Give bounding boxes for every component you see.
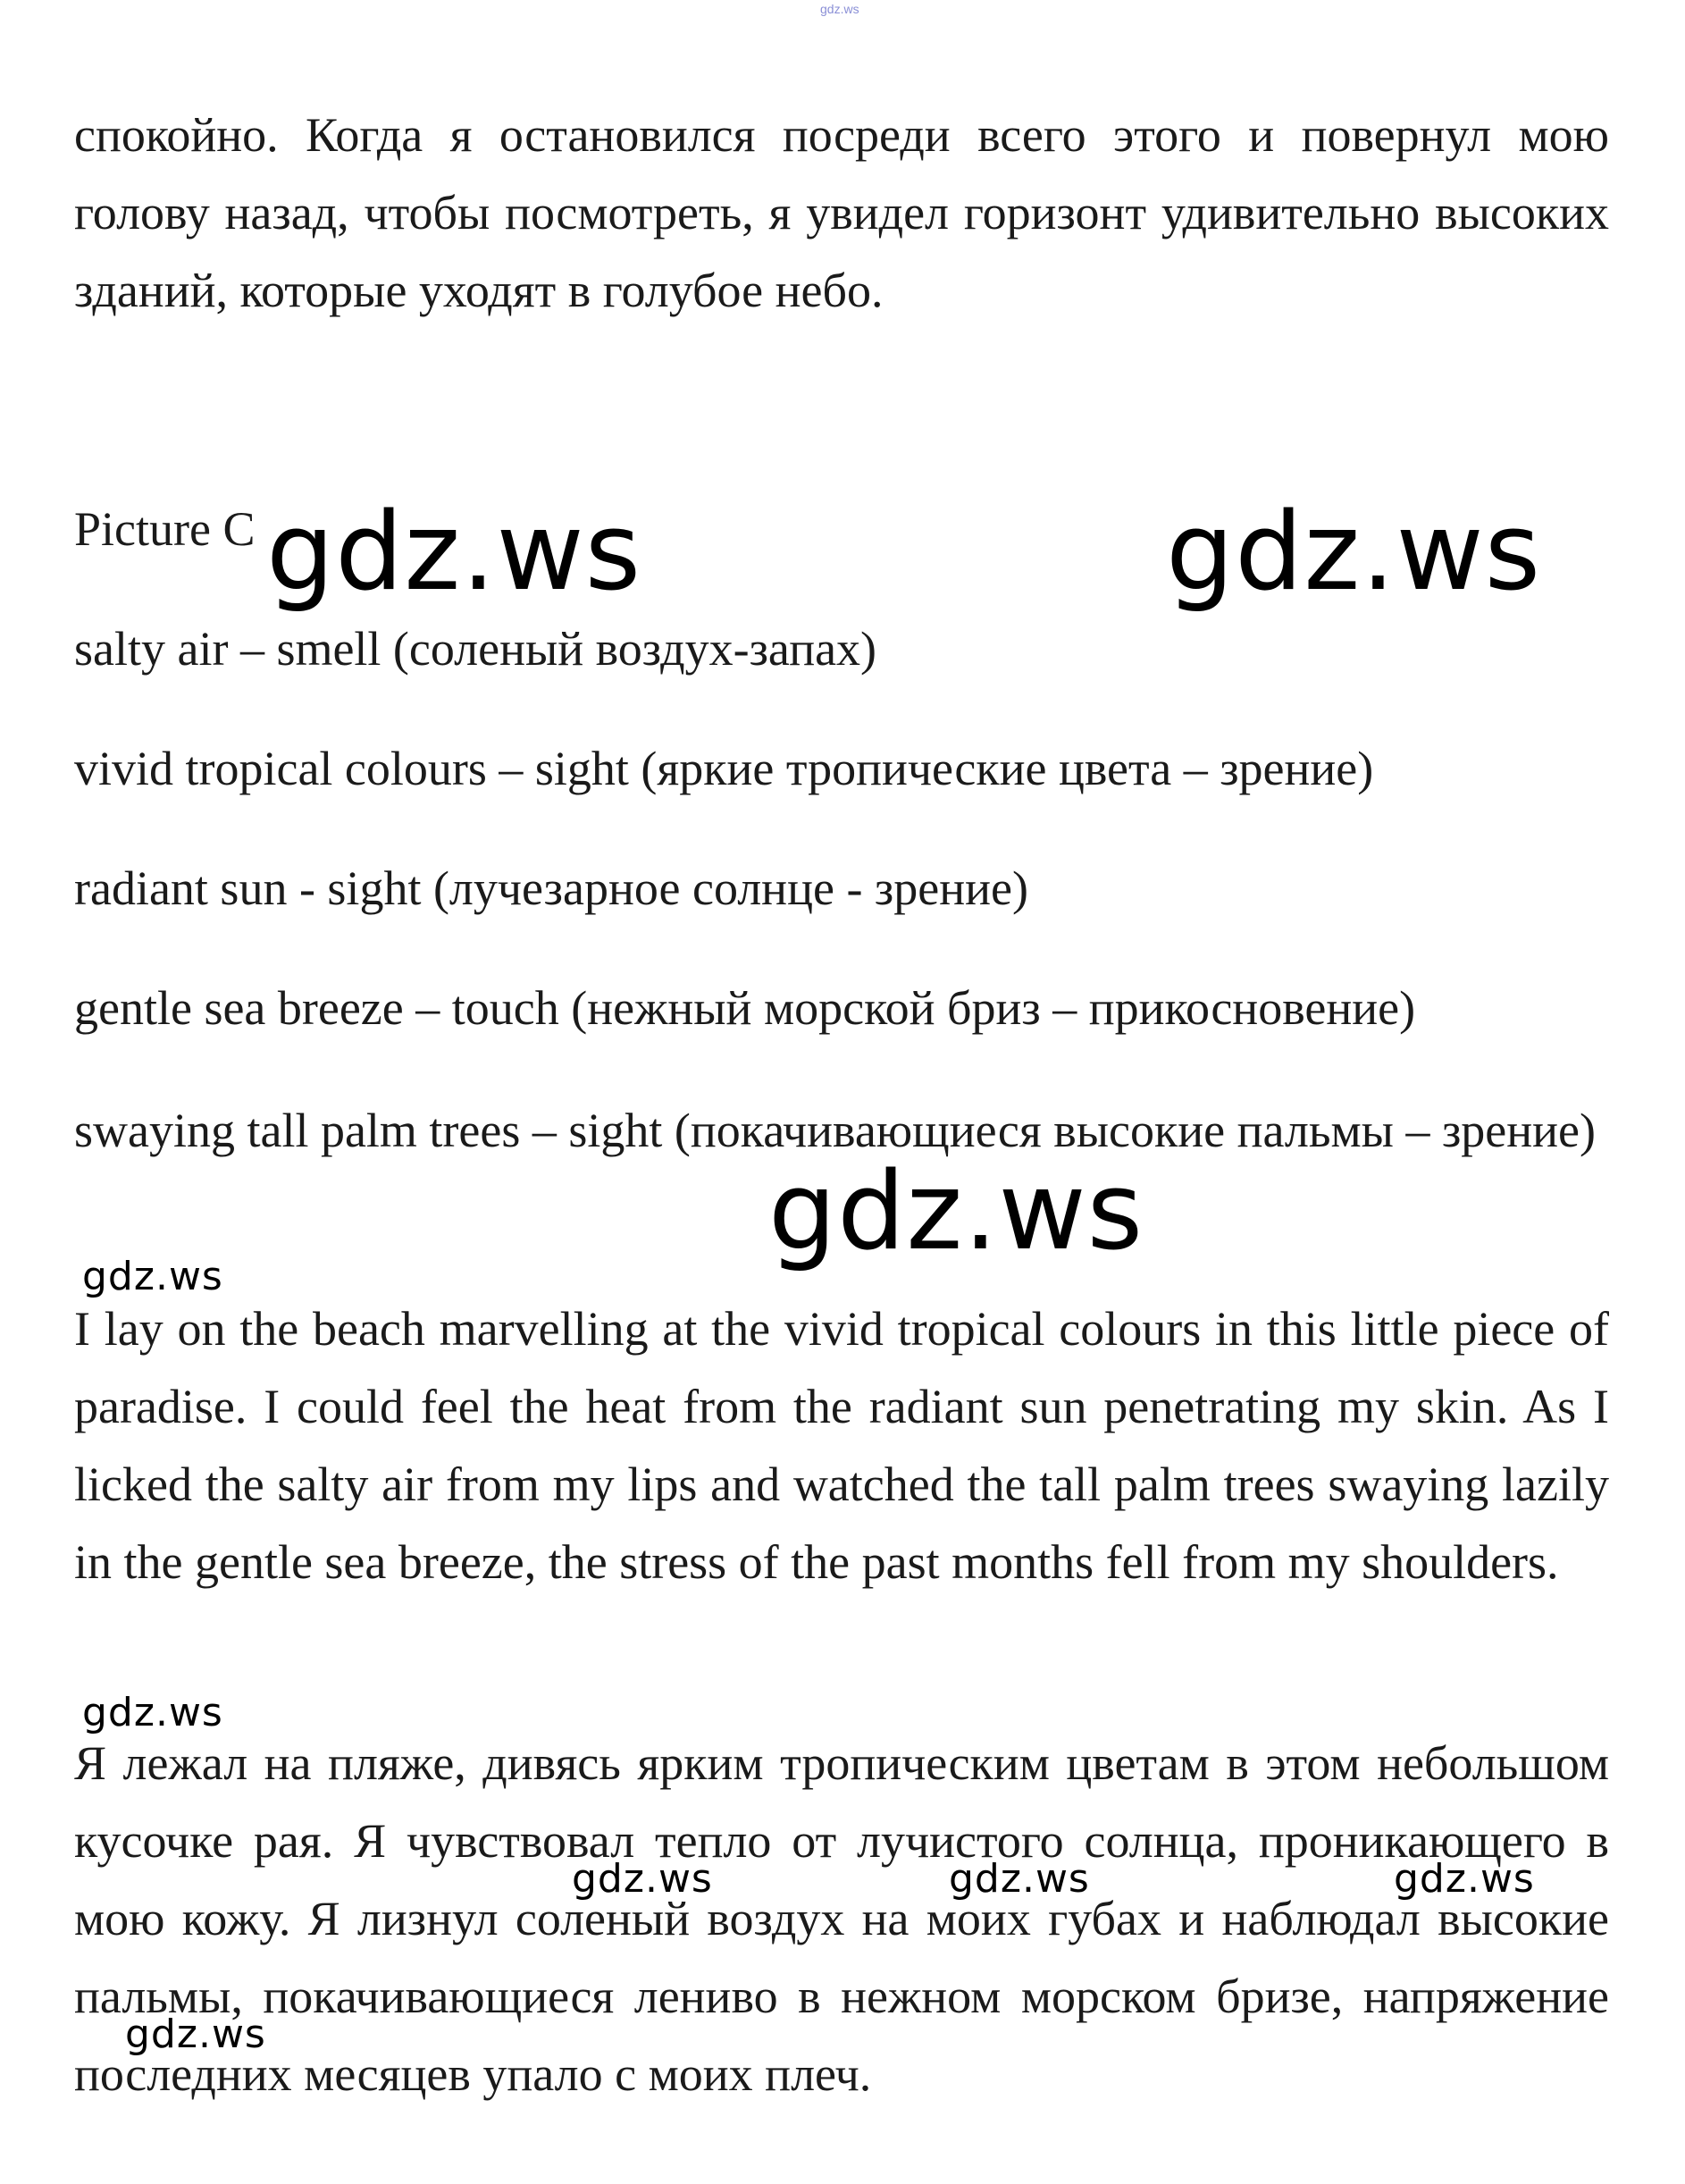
intro-paragraph: спокойно. Когда я остановился посреди всего этого и повернул мою голову назад, чтобы посмотреть, я увидел горизонт удивительно высоких зданий, которые уходят в голубое небо.: [74, 108, 1609, 317]
list-item: vivid tropical colours – sight (яркие тропические цвета – зрение): [74, 742, 1374, 795]
watermark: gdz.ws: [1394, 1856, 1535, 1902]
top-watermark: gdz.ws: [820, 2, 859, 16]
watermark: gdz.ws: [949, 1856, 1090, 1902]
watermark: gdz.ws: [82, 1254, 223, 1299]
list-item: swaying tall palm trees – sight (покачивающиеся высокие пальмы – зрение): [74, 1104, 1597, 1157]
watermark: gdz.ws: [82, 1690, 223, 1735]
list-item: gentle sea breeze – touch (нежный морской бриз – прикосновение): [74, 981, 1416, 1035]
list-item: radiant sun - sight (лучезарное солнце - зрение): [74, 861, 1028, 915]
watermark: gdz.ws: [1166, 491, 1542, 615]
english-paragraph: I lay on the beach marvelling at the vivid tropical colours in this little piece of paradise. I could feel the heat from the radiant sun penetrating my skin. As I licked the salty air from my lips and watched the tall palm trees swaying lazily in the gentle sea breeze, the stress of the past months fell from my shoulders.: [74, 1302, 1609, 1589]
watermark: gdz.ws: [266, 491, 642, 615]
list-item: salty air – smell (соленый воздух-запах): [74, 622, 877, 676]
watermark: gdz.ws: [572, 1856, 713, 1902]
section-title: Picture C: [74, 502, 256, 556]
watermark: gdz.ws: [125, 2012, 266, 2057]
russian-paragraph: Я лежал на пляже, дивясь ярким тропическим цветам в этом небольшом кусочке рая. Я чувствовал тепло от лучистого солнца, проникающего в мою кожу. Я лизнул соленый воздух на моих губах и наблюдал высокие пальмы, покачивающиеся лениво в нежном морском бризе, напряжение последних месяцев упало с моих плеч.: [74, 1736, 1609, 2101]
watermark: gdz.ws: [768, 1150, 1144, 1274]
